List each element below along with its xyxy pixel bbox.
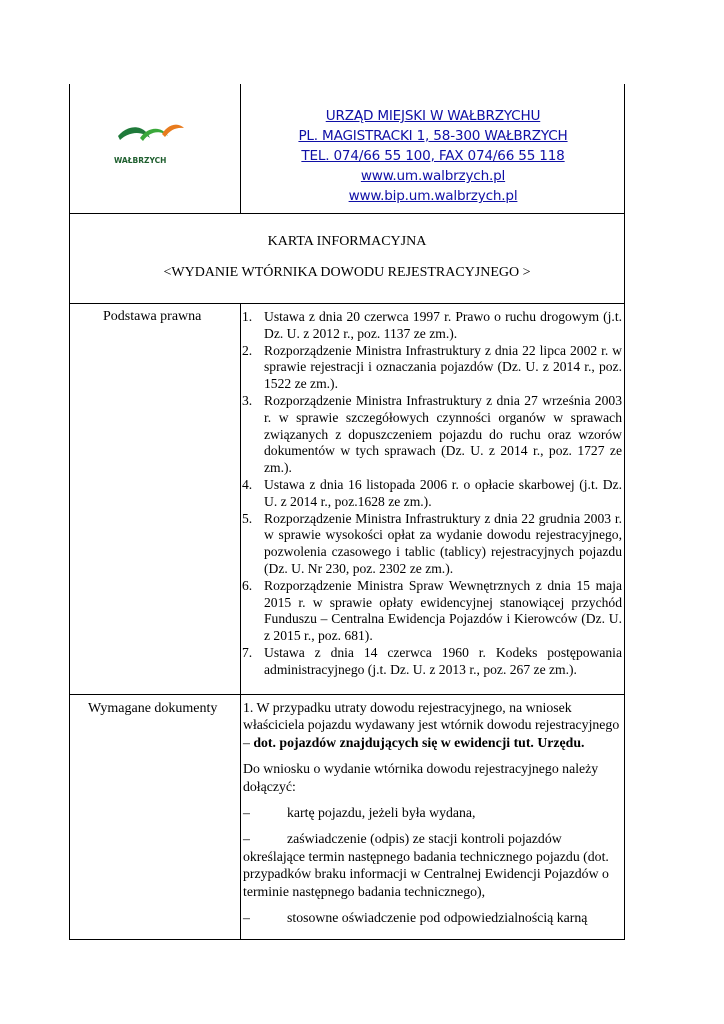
list-item: 2. Rozporządzenie Ministra Infrastruktury z dnia 22 lipca 2002 r. w sprawie rejestracji i oznaczania pojazdów (Dz. U. z 2014 r., poz. 1522 ze zm.). — [242, 342, 622, 392]
header-row-bottom — [69, 213, 625, 214]
title-row-bottom — [69, 303, 625, 304]
legal-basis-label: Podstawa prawna — [103, 309, 202, 324]
office-phone-link[interactable]: TEL. 074/66 55 100, FAX 074/66 55 118 — [301, 148, 565, 164]
list-item: 6. Rozporządzenie Ministra Spraw Wewnętrznych z dnia 15 maja 2015 r. w sprawie opłaty ewidencyjnej stanowiącej przychód Funduszu – Centralna Ewidencja Pojazdów i Kierowców (Dz. U. z 2015 r., poz. 681). — [242, 577, 622, 644]
legal-basis-list — [242, 309, 622, 679]
legal-row-bottom — [69, 694, 625, 695]
list-item: 1. Ustawa z dnia 20 czerwca 1997 r. Prawo o ruchu drogowym (j.t. Dz. U. z 2012 r., poz. 1137 ze zm.). — [242, 309, 622, 341]
bip-website-link[interactable]: www.bip.um.walbrzych.pl — [348, 188, 518, 204]
header-column-divider — [240, 84, 241, 214]
card-subtitle: <WYDANIE WTÓRNIKA DOWODU REJESTRACYJNEGO > — [163, 265, 531, 280]
list-item: 4. Ustawa z dnia 16 listopada 2006 r. o opłacie skarbowej (j.t. Dz. U. z 2014 r., poz.1628 ze zm.). — [242, 476, 622, 509]
required-docs-content — [243, 699, 621, 926]
walbrzych-logo — [110, 116, 200, 170]
table-bottom-border — [69, 939, 625, 940]
list-item: – stosowne oświadczenie pod odpowiedzialnością karną — [243, 910, 588, 926]
intro-paragraph: 1. W przypadku utraty dowodu rejestracyjnego, na wniosek właściciela pojazdu wydawany jest wtórnik dowodu rejestracyjnego – dot. pojazdów znajdujących się w ewidencji tut. Urzędu. — [243, 700, 620, 750]
list-item: 3. Rozporządzenie Ministra Infrastruktury z dnia 27 września 2003 r. w sprawie szczegółowych czynności organów w sprawach związanych z dopuszczeniem pojazdu do ruchu oraz wzorów dokumentów w tych sprawach (Dz. U. z 2014 r., poz. 1727 ze zm.). — [242, 392, 622, 476]
list-item: 7. Ustawa z dnia 14 czerwca 1960 r. Kodeks postępowania administracyjnego (j.t. Dz. U. z 2013 r., poz. 267 ze zm.). — [242, 644, 622, 677]
office-address-link[interactable]: PL. MAGISTRACKI 1, 58-300 WAŁBRZYCH — [298, 128, 568, 144]
svg-text:WAŁBRZYCH: WAŁBRZYCH — [114, 156, 167, 165]
office-name-link[interactable]: URZĄD MIEJSKI W WAŁBRZYCHU — [325, 108, 541, 124]
website-link[interactable]: www.um.walbrzych.pl — [360, 168, 506, 184]
body-column-divider — [240, 303, 241, 940]
list-item: – kartę pojazdu, jeżeli była wydana, — [243, 805, 476, 821]
required-docs-label: Wymagane dokumenty — [88, 701, 218, 716]
card-title: KARTA INFORMACYJNA — [267, 234, 427, 249]
attach-paragraph: Do wniosku o wydanie wtórnika dowodu rejestracyjnego należy dołączyć: — [243, 761, 599, 794]
list-item: 5. Rozporządzenie Ministra Infrastruktury z dnia 22 grudnia 2003 r. w sprawie wysokości opłat za wydanie dowodu rejestracyjnego, pozwolenia czasowego i tablic (tablicy) rejestracyjnych pojazdu (Dz. U. Nr 230, poz. 2302 ze zm.). — [242, 510, 622, 576]
list-item: – zaświadczenie (odpis) ze stacji kontroli pojazdów określające termin następnego badania technicznego pojazdu (dot. przypadków braku informacji w Centralnej Ewidencji Pojazdów o terminie następnego badania technicznego), — [243, 831, 609, 899]
office-contact-block — [242, 106, 624, 206]
